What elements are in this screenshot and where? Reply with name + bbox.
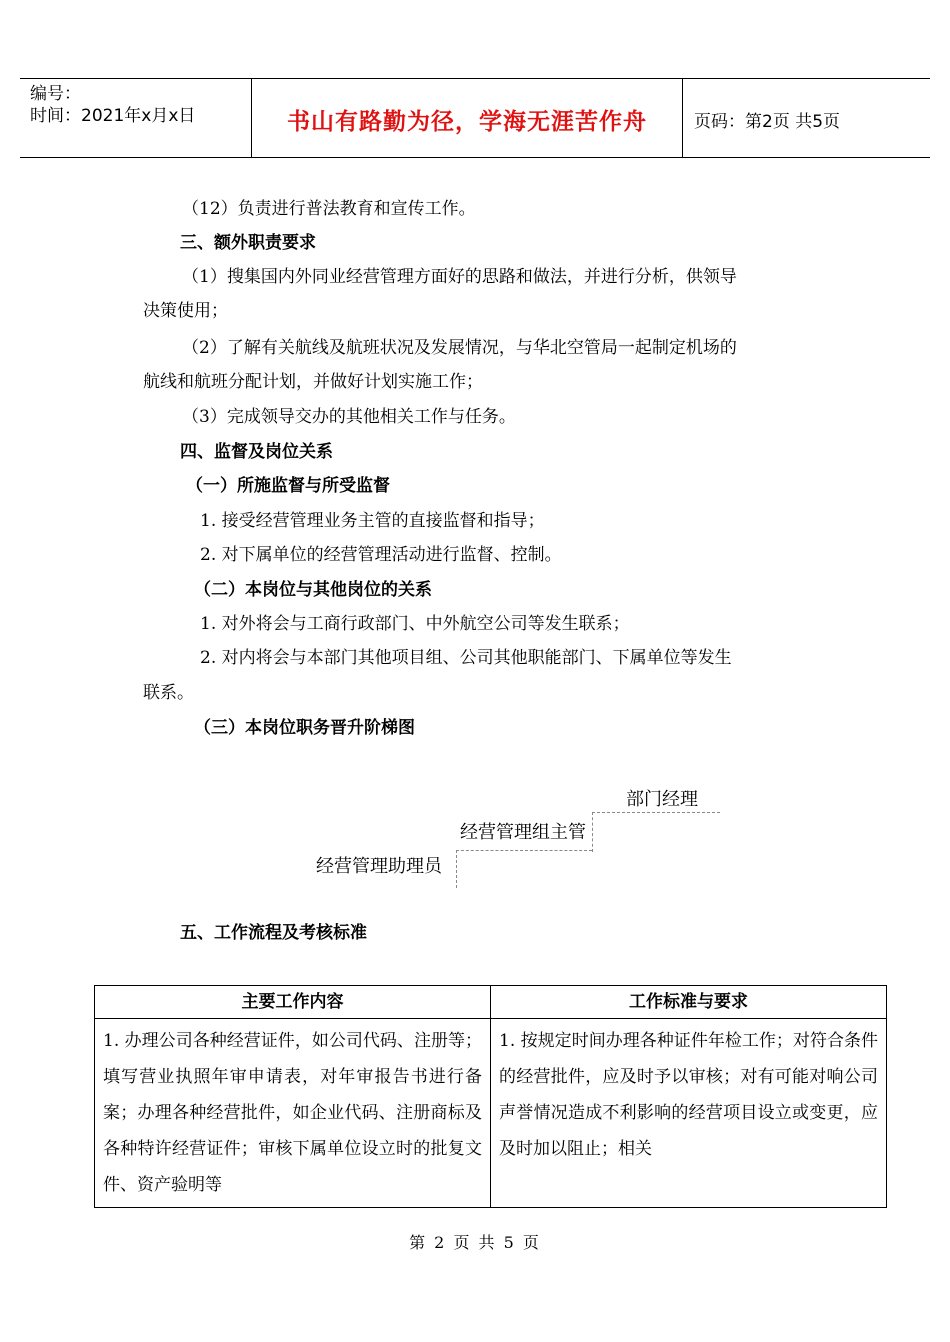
page-header — [20, 78, 930, 158]
header-page-number: 页码：第2页 共5页 — [694, 112, 841, 132]
section-heading: 五、工作流程及考核标准 — [180, 923, 367, 943]
body-line: 2. 对内将会与本部门其他项目组、公司其他职能部门、下属单位等发生 — [200, 648, 732, 668]
ladder-step-line — [456, 850, 592, 851]
body-line: 航线和航班分配计划，并做好计划实施工作； — [143, 372, 483, 392]
table-cell: 1. 按规定时间办理各种证件年检工作；对符合条件的经营批件，应及时予以审核；对有可能对响公司声誉情况造成不利影响的经营项目设立或变更，应及时加以阻止；相关 — [491, 1019, 887, 1208]
subsection-heading: （二）本岗位与其他岗位的关系 — [194, 580, 432, 600]
body-line: （12）负责进行普法教育和宣传工作。 — [182, 199, 476, 219]
work-process-table — [94, 985, 887, 1208]
section-heading: 四、监督及岗位关系 — [180, 442, 333, 462]
body-line: 决策使用； — [143, 301, 228, 321]
header-meta — [30, 83, 260, 127]
ladder-level-department-manager: 部门经理 — [626, 789, 698, 810]
section-heading: 三、额外职责要求 — [180, 233, 316, 253]
table-header-row — [95, 986, 887, 1019]
body-line: （1）搜集国内外同业经营管理方面好的思路和做法，并进行分析，供领导 — [182, 267, 737, 287]
ladder-step-line — [592, 812, 720, 813]
table-cell: 1. 办理公司各种经营证件，如公司代码、注册等；填写营业执照年审申请表，对年审报告书进行备案；办理各种经营批件，如企业代码、注册商标及各种特许经营证件；审核下属单位设立时的批复文件、资产验明等 — [95, 1019, 491, 1208]
column-header: 主要工作内容 — [95, 986, 491, 1019]
ladder-riser-line — [592, 812, 593, 852]
ladder-level-group-supervisor: 经营管理组主管 — [460, 822, 586, 843]
subsection-heading: （一）所施监督与所受监督 — [186, 476, 390, 496]
body-line: 2. 对下属单位的经营管理活动进行监督、控制。 — [200, 545, 562, 565]
doc-time-label: 时间：2021年x月x日 — [30, 106, 196, 126]
header-motto: 书山有路勤为径，学海无涯苦作舟 — [287, 109, 647, 135]
page-footer: 第 2 页 共 5 页 — [409, 1233, 541, 1252]
doc-number-label: 编号： — [30, 84, 81, 104]
table-row — [95, 1019, 887, 1208]
body-line: 1. 接受经营管理业务主管的直接监督和指导； — [200, 511, 545, 531]
body-line: 联系。 — [143, 683, 194, 703]
subsection-heading: （三）本岗位职务晋升阶梯图 — [194, 718, 415, 738]
ladder-riser-line — [456, 850, 457, 888]
body-line: 1. 对外将会与工商行政部门、中外航空公司等发生联系； — [200, 614, 630, 634]
column-header: 工作标准与要求 — [491, 986, 887, 1019]
body-line: （2）了解有关航线及航班状况及发展情况，与华北空管局一起制定机场的 — [182, 338, 737, 358]
header-divider — [682, 79, 683, 157]
ladder-level-assistant: 经营管理助理员 — [316, 856, 442, 877]
body-line: （3）完成领导交办的其他相关工作与任务。 — [182, 407, 516, 427]
